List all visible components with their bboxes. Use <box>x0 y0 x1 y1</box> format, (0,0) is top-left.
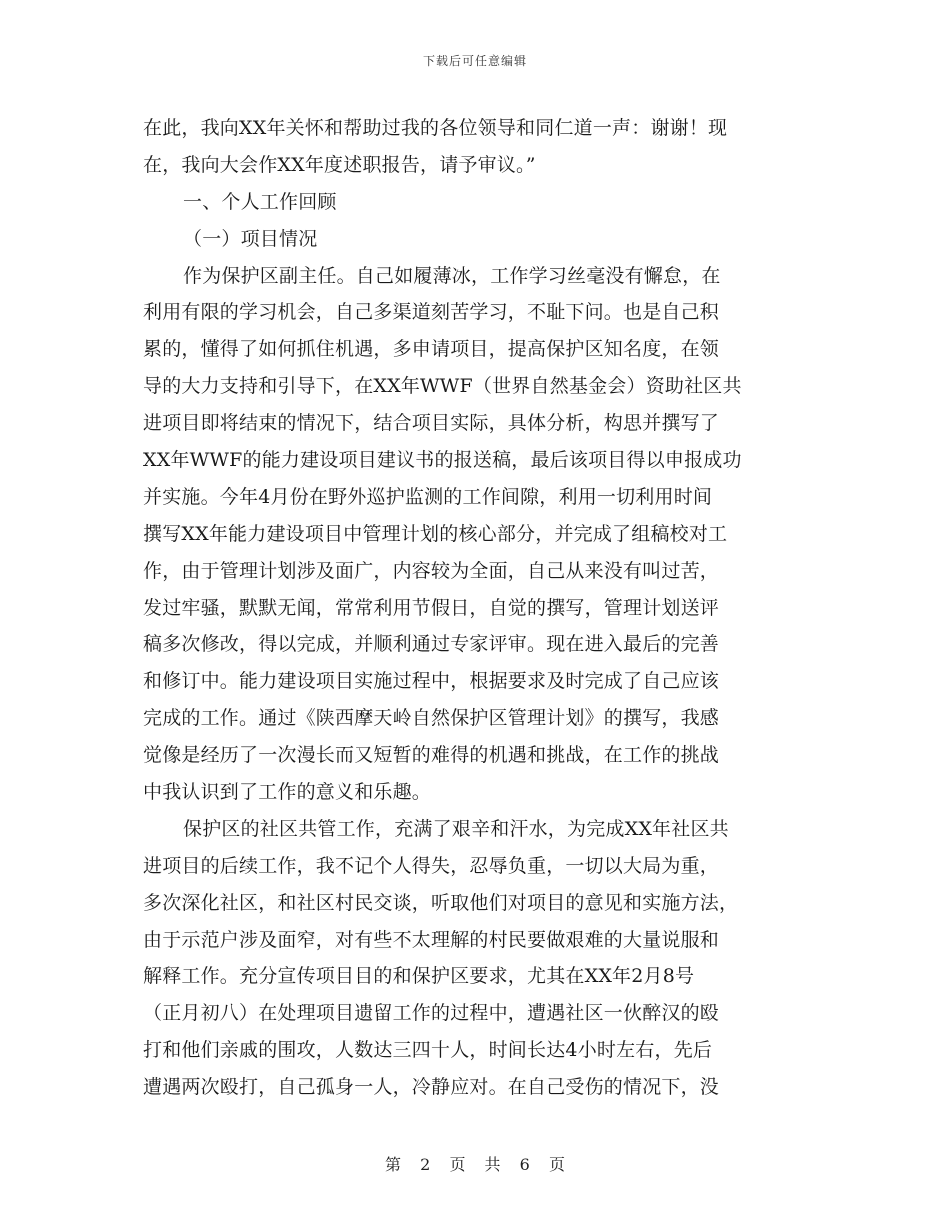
text-line: 在，我向大会作XX年度述职报告，请予审议。” <box>143 153 536 176</box>
footer-prefix: 第 <box>385 1155 402 1174</box>
text-line: XX年WWF的能力建设项目建议书的报送稿，最后该项目得以申报成功 <box>143 449 742 472</box>
text-line: （正月初八）在处理项目遗留工作的过程中，遭遇社区一伙醉汉的殴 <box>143 1002 720 1025</box>
text-line: 解释工作。充分宣传项目目的和保护区要求，尤其在XX年2月8号 <box>143 965 695 988</box>
text-line: 发过牢骚，默默无闻，常常利用节假日，自觉的撰写，管理计划送评 <box>143 596 720 619</box>
text-line: 稿多次修改，得以完成，并顺利通过专家评审。现在进入最后的完善 <box>143 633 720 656</box>
text-line: 中我认识到了工作的意义和乐趣。 <box>143 781 432 804</box>
section-heading: 一、个人工作回顾 <box>183 190 337 213</box>
text-line: 进项目即将结束的情况下，结合项目实际，具体分析，构思并撰写了 <box>143 412 720 435</box>
text-line: 和修订中。能力建设项目实施过程中，根据要求及时完成了自己应该 <box>143 670 720 693</box>
header-note: 下载后可任意编辑 <box>422 54 527 68</box>
text-line: 保护区的社区共管工作，充满了艰辛和汗水，为完成XX年社区共 <box>183 817 729 840</box>
text-line: 并实施。今年4月份在野外巡护监测的工作间隙，利用一切利用时间 <box>143 485 713 508</box>
current-page-number: 2 <box>420 1155 431 1174</box>
text-line: 进项目的后续工作，我不记个人得失，忍辱负重，一切以大局为重， <box>143 854 720 877</box>
subsection-heading: （一）项目情况 <box>183 227 318 250</box>
text-line: 利用有限的学习机会，自己多渠道刻苦学习，不耻下问。也是自己积 <box>143 301 720 324</box>
text-line: 导的大力支持和引导下，在XX年WWF（世界自然基金会）资助社区共 <box>143 375 742 398</box>
footer-total-prefix: 共 <box>484 1155 501 1174</box>
text-line: 撰写XX年能力建设项目中管理计划的核心部分，并完成了组稿校对工 <box>143 522 728 545</box>
text-line: 完成的工作。通过《陕西摩天岭自然保护区管理计划》的撰写，我感 <box>143 707 720 730</box>
text-line: 作，由于管理计划涉及面广，内容较为全面，自己从来没有叫过苦， <box>143 559 720 582</box>
footer-page-word: 页 <box>449 1155 466 1174</box>
text-line: 作为保护区副主任。自己如履薄冰，工作学习丝毫没有懈怠，在 <box>183 264 721 287</box>
text-line: 多次深化社区，和社区村民交谈，听取他们对项目的意见和实施方法， <box>143 891 739 914</box>
text-line: 遭遇两次殴打，自己孤身一人，冷静应对。在自己受伤的情况下，没 <box>143 1076 720 1099</box>
footer-suffix: 页 <box>548 1155 565 1174</box>
text-line: 累的，懂得了如何抓住机遇，多申请项目，提高保护区知名度，在领 <box>143 338 720 361</box>
text-line: 由于示范户涉及面窄，对有些不太理解的村民要做艰难的大量说服和 <box>143 928 720 951</box>
text-line: 在此，我向XX年关怀和帮助过我的各位领导和同仁道一声：谢谢！现 <box>143 117 728 139</box>
body-text <box>143 110 813 1106</box>
text-line: 打和他们亲戚的围攻，人数达三四十人，时间长达4小时左右，先后 <box>143 1039 713 1062</box>
page-footer <box>0 1152 950 1175</box>
text-line: 觉像是经历了一次漫长而又短暂的难得的机遇和挑战，在工作的挑战 <box>143 744 720 767</box>
total-pages-number: 6 <box>519 1155 530 1174</box>
